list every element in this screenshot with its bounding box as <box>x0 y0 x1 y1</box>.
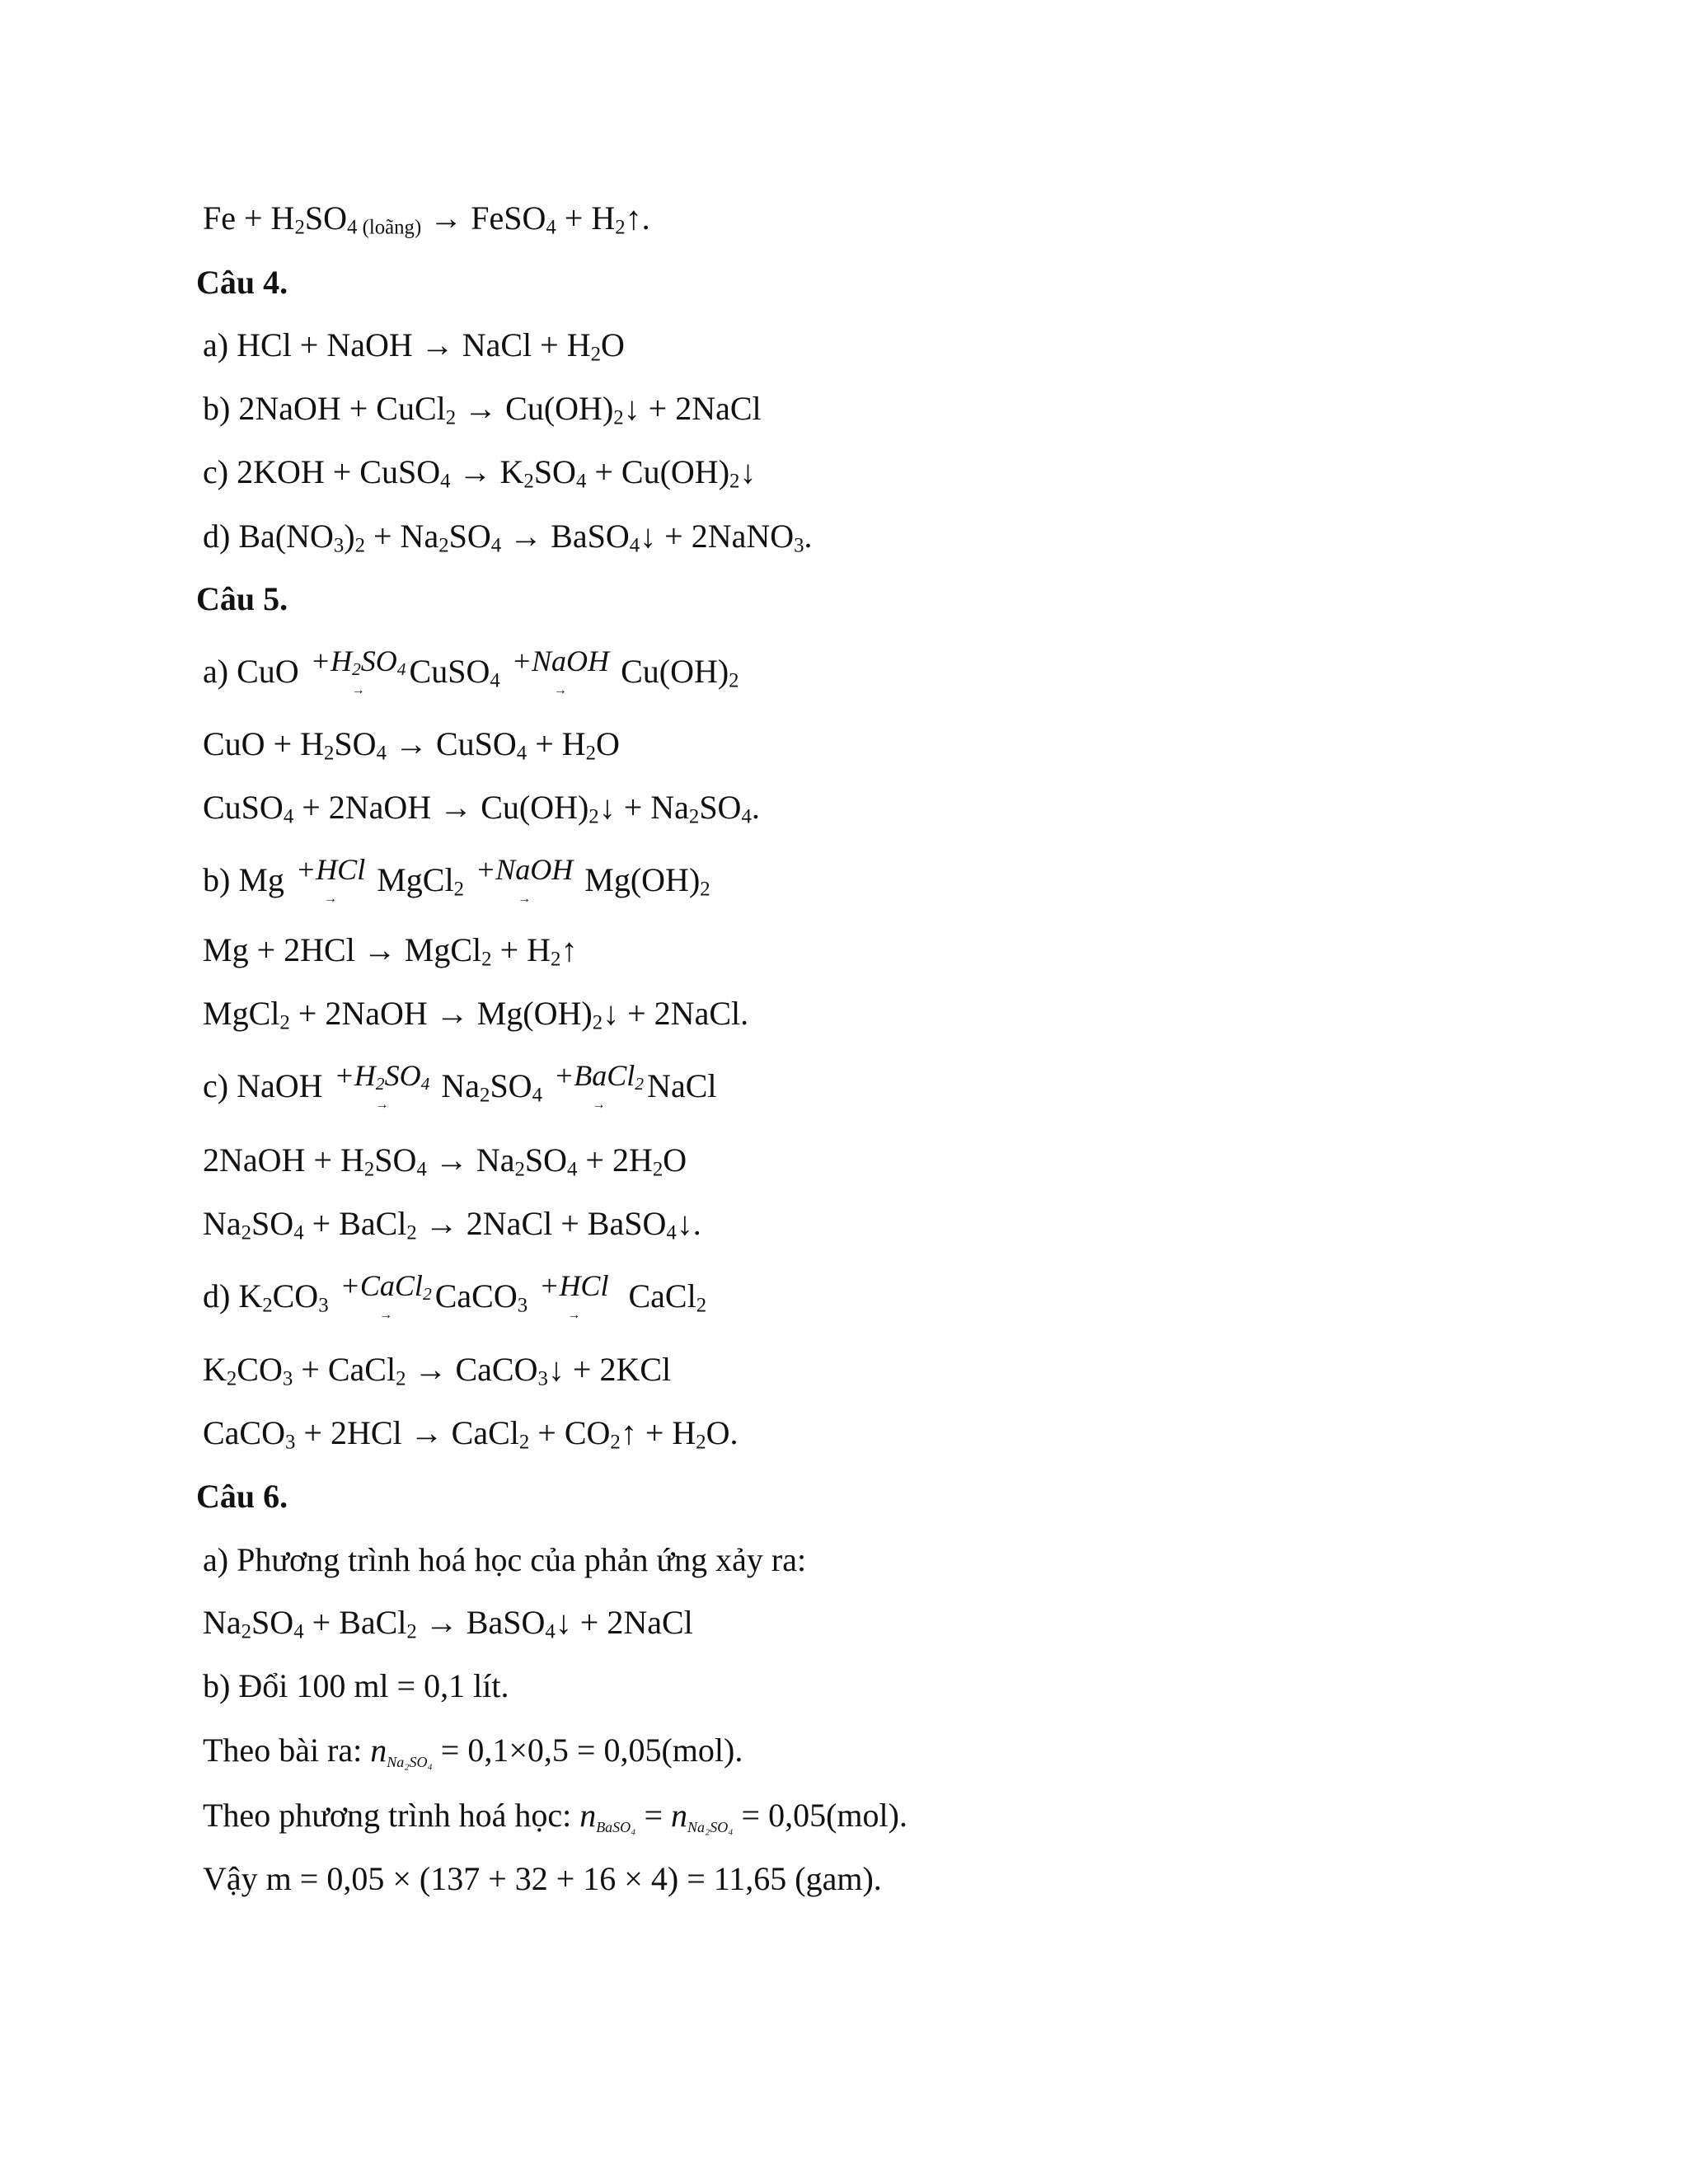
equation-5c-1: 2NaOH + $H_2SO_4 \to Na_2SO_4 + 2H_2O$ <box>203 1141 687 1181</box>
equation-5b-1: Mg + 2HCl → MgCl$_2$ + $H_2↑$ <box>203 931 578 971</box>
reagent-arrow: +NaOH → <box>472 866 576 896</box>
reagent-arrow: +BaCl$_2$ → <box>551 1072 647 1102</box>
equation-fe-h2so4: $Fe + H_2SO_{4 (loãng)}$ → FeSO$_4$ + $H_2↑$. <box>203 199 650 239</box>
scheme-5a: a) CuO $+H_2SO_4$ → CuSO$_4$ +NaOH → $Cu(OH)_2$ <box>203 644 739 697</box>
reagent-arrow: +HCl → <box>293 866 368 896</box>
arrow-icon: → <box>351 683 365 697</box>
reagent-arrow: $+H_2SO_4$ → <box>331 1072 434 1102</box>
equation-5a-2: CuSO$_4$ + 2NaOH → $Cu(OH)_2↓ + Na_2SO_4$. <box>203 789 760 828</box>
reagent-arrow: +NaOH → <box>509 658 612 687</box>
arrow-icon: → <box>567 1308 581 1322</box>
text-6a: a) Phương trình hoá học của phản ứng xảy ra: <box>203 1541 807 1578</box>
equation-5d-1: $K_2CO_3$ + CaCl$_2$ → CaCO$_3$↓ + 2KCl <box>203 1351 672 1390</box>
text-6b-equation: Theo phương trình hoá học: $n_{BaSO_4} = n_{Na_2SO_4} = 0,05(mol)$. <box>203 1797 907 1836</box>
arrow-icon: → <box>324 892 338 906</box>
heading-cau-5: Câu 5. <box>196 580 288 617</box>
text-6b-mass: Vậy m = 0,05 × (137 + 32 + 16 × 4) = 11,65 (gam). <box>203 1860 882 1897</box>
reagent-arrow: +HCl → <box>536 1282 612 1312</box>
arrow-icon: → <box>553 683 567 697</box>
text-6b-moles: Theo bài ra: $n_{Na_2SO_4} = 0,1\times 0,5 = 0,05(mol)$. <box>203 1732 743 1771</box>
heading-cau-6: Câu 6. <box>196 1478 288 1515</box>
equation-5d-2: CaCO$_3$ + 2HCl → CaCl$_2$ + $CO_2↑ + H_2O$. <box>203 1414 738 1454</box>
scheme-5d: d) $K_2CO_3$ +CaCl$_2$ → CaCO$_3$ +HCl → CaCl$_2$ <box>203 1269 707 1322</box>
arrow-icon: → <box>518 892 532 906</box>
scheme-5b: b) Mg +HCl → MgCl$_2$ +NaOH → $Mg(OH)_2$ <box>203 853 710 906</box>
text-6b: b) Đổi 100 ml = 0,1 lít. <box>203 1667 509 1704</box>
reagent-arrow: $+H_2SO_4$ → <box>307 658 410 687</box>
equation-5b-2: MgCl$_2$ + 2NaOH → $Mg(OH)_2↓$ + 2NaCl. <box>203 995 749 1034</box>
arrow-icon: → <box>375 1098 389 1112</box>
arrow-icon: → <box>379 1308 393 1322</box>
equation-4d: d) $Ba(NO_3)_2 + Na_2SO_4$ → BaSO$_4$↓ + 2NaNO$_3$. <box>203 518 813 557</box>
equation-5c-2: $Na_2SO_4$ + BaCl$_2$ → 2NaCl + BaSO$_4$↓. <box>203 1205 701 1244</box>
arrow-icon: → <box>592 1098 606 1112</box>
equation-4b: b) 2NaOH + CuCl$_2$ → $Cu(OH)_2↓$ + 2NaCl <box>203 390 762 429</box>
equation-6a: $Na_2SO_4$ + BaCl$_2$ → BaSO$_4$↓ + 2NaCl <box>203 1604 693 1643</box>
reagent-arrow: +CaCl$_2$ → <box>337 1282 435 1312</box>
equation-4c: c) 2KOH + CuSO$_4$ → $K_2SO_4$ + $Cu(OH)_2↓$ <box>203 453 757 493</box>
scheme-5c: c) NaOH $+H_2SO_4$ → $Na_2SO_4$ +BaCl$_2$ → NaCl <box>203 1059 717 1112</box>
equation-4a: a) HCl + NaOH → NaCl + $H_2O$ <box>203 326 625 366</box>
equation-5a-1: CuO + $H_2SO_4$ → CuSO$_4$ + $H_2O$ <box>203 725 620 765</box>
heading-cau-4: Câu 4. <box>196 264 288 301</box>
